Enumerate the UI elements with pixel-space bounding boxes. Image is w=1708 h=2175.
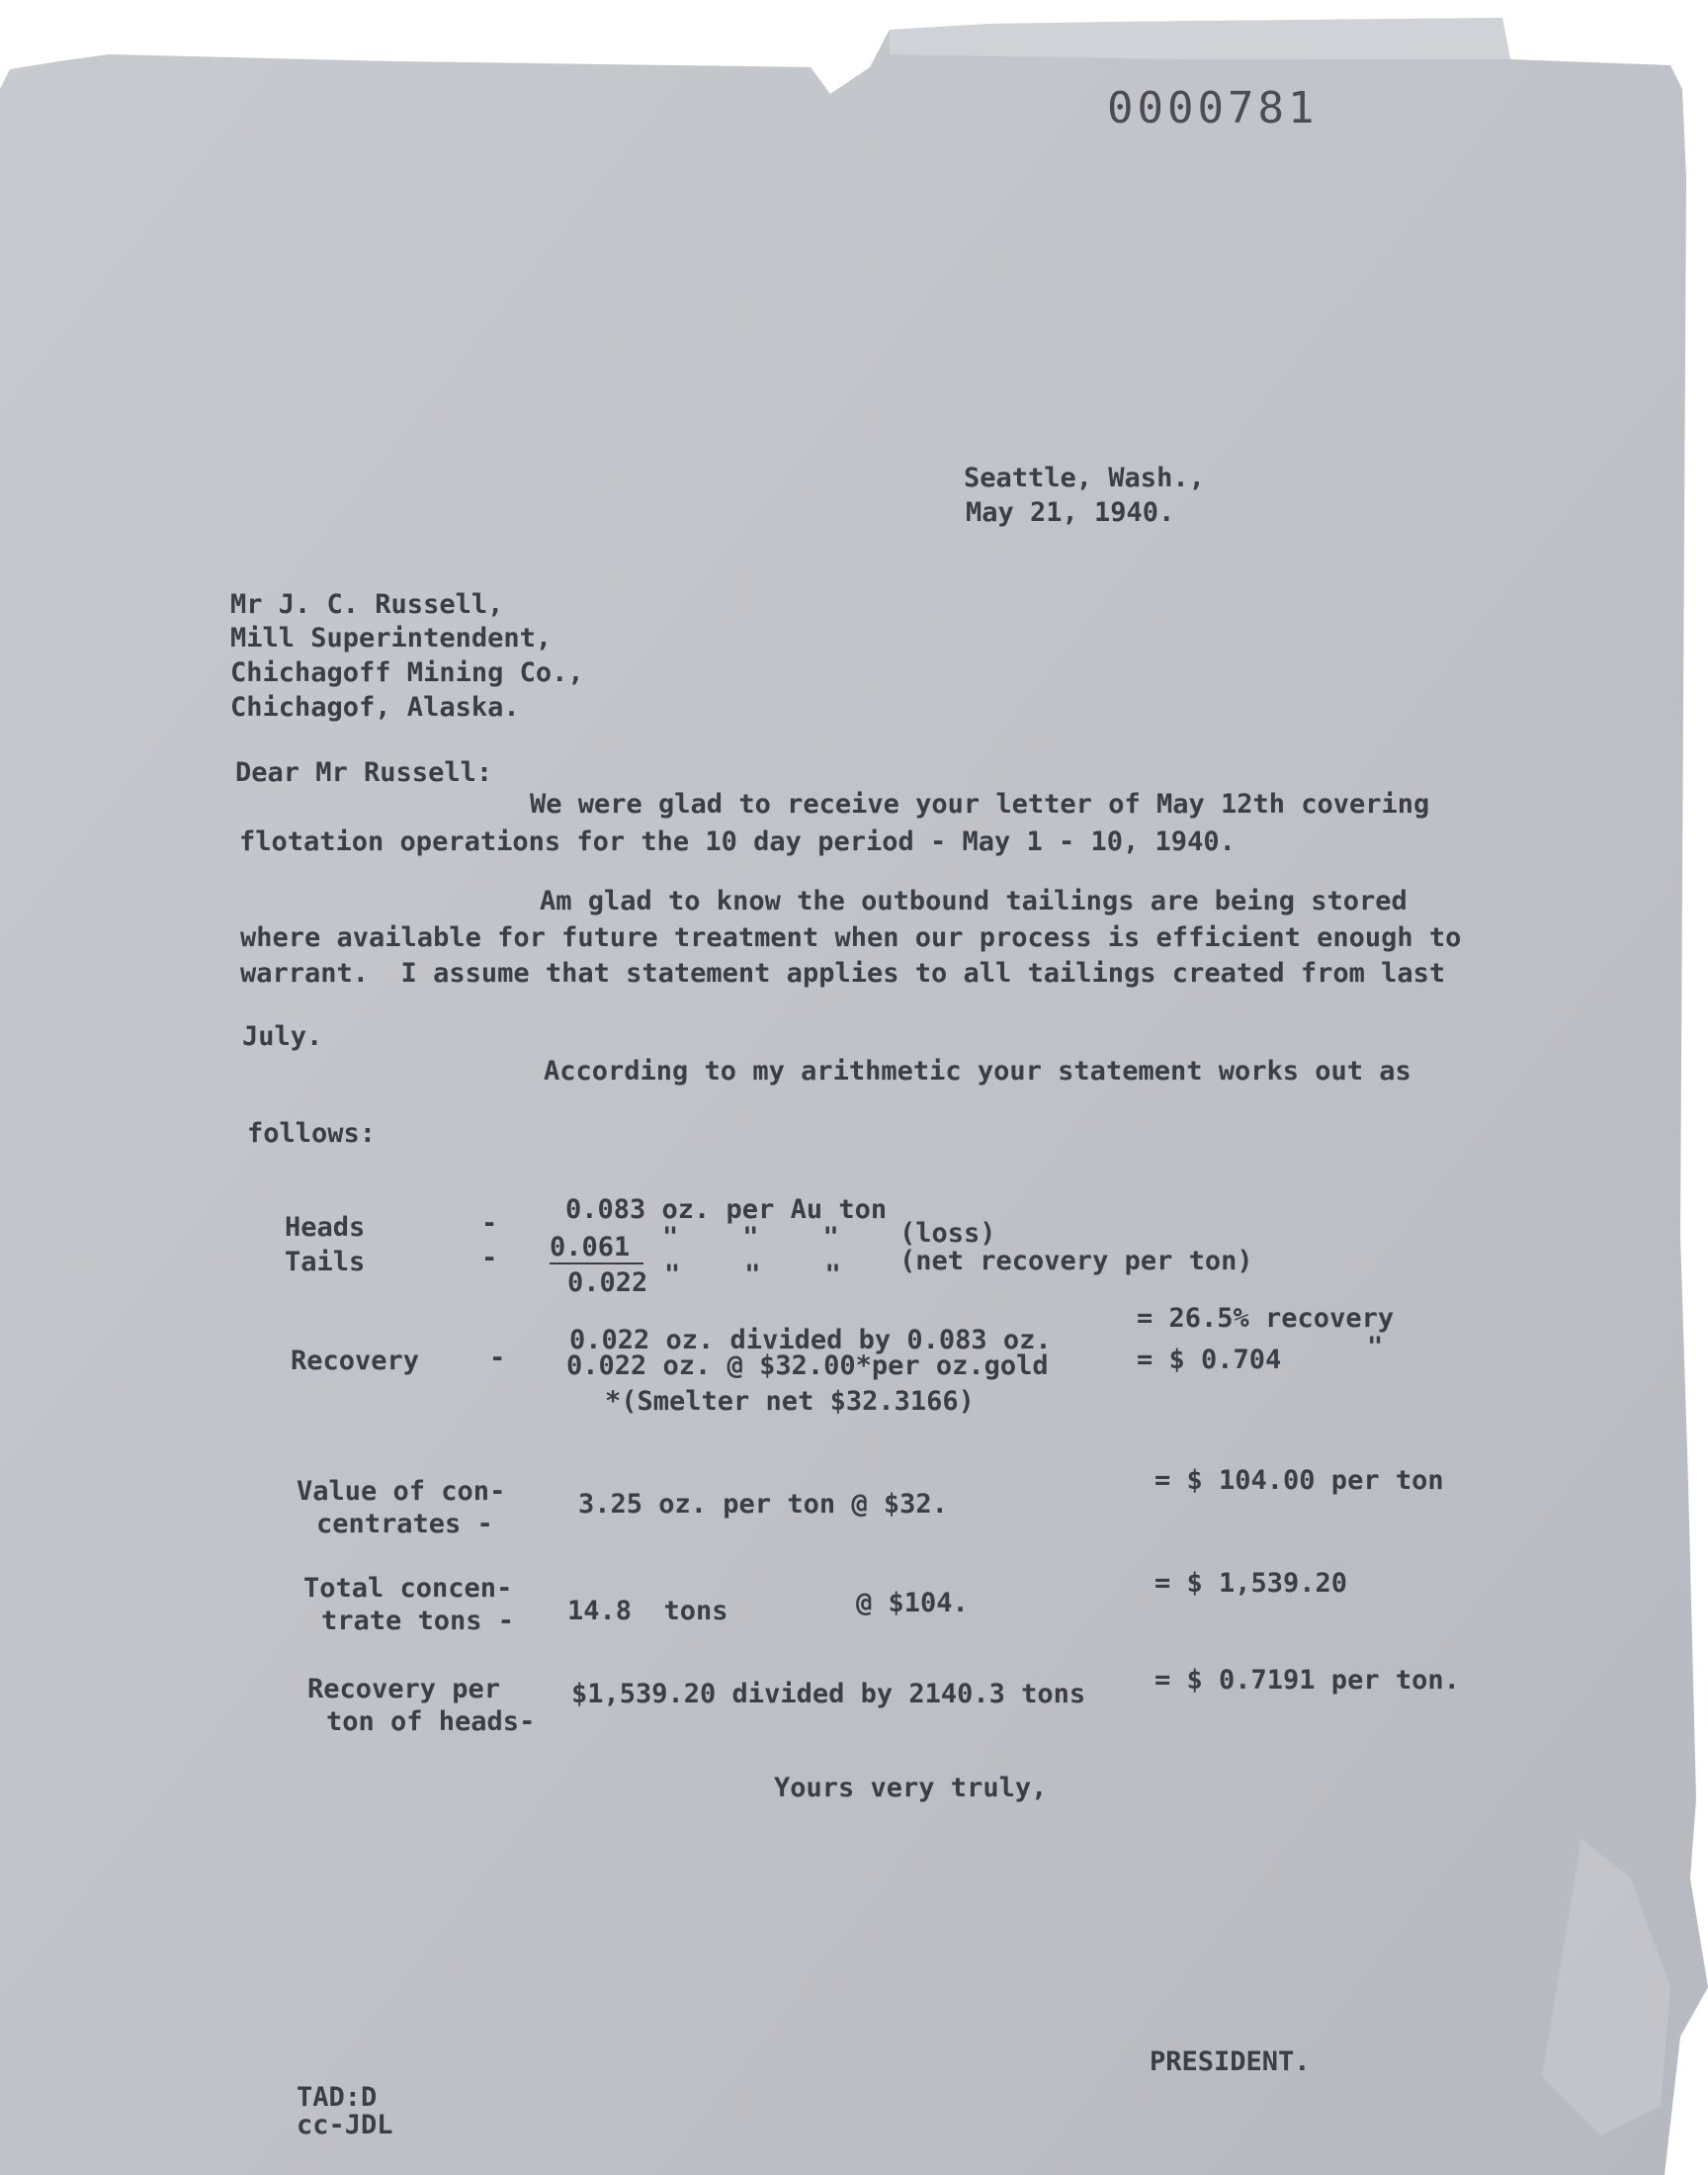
paragraph1-line1: We were glad to receive your letter of May 12th covering bbox=[530, 789, 1430, 820]
salutation: Dear Mr Russell: bbox=[235, 757, 493, 788]
paragraph2-line1: Am glad to know the outbound tailings are being stored bbox=[540, 886, 1408, 916]
recovery-line1: 0.022 oz. divided by 0.083 oz. bbox=[569, 1325, 1052, 1355]
document-number-stamp: 0000781 bbox=[1107, 83, 1319, 133]
signature-title: PRESIDENT. bbox=[1150, 2046, 1311, 2077]
tails-ditto: " " " bbox=[662, 1222, 839, 1253]
total-rate: @ $104. bbox=[856, 1588, 969, 1618]
tails-value: 0.061 bbox=[550, 1234, 643, 1264]
recovery-smelter-note: *(Smelter net $32.3166) bbox=[605, 1386, 975, 1417]
paragraph2-line4: July. bbox=[242, 1021, 323, 1052]
rph-result: = $ 0.7191 per ton. bbox=[1154, 1665, 1460, 1696]
net-ditto: " " " bbox=[664, 1260, 841, 1290]
value-label-line1: Value of con- bbox=[297, 1476, 506, 1507]
closing: Yours very truly, bbox=[774, 1773, 1048, 1803]
initials: TAD:D bbox=[297, 2082, 378, 2113]
value-line: 3.25 oz. per ton @ $32. bbox=[578, 1489, 948, 1520]
value-label-line2: centrates - bbox=[316, 1509, 493, 1539]
total-result: = $ 1,539.20 bbox=[1154, 1568, 1348, 1599]
tails-note: (loss) bbox=[899, 1218, 996, 1249]
recipient-title: Mill Superintendent, bbox=[230, 623, 553, 653]
recovery-result2: = $ 0.704 bbox=[1137, 1345, 1282, 1375]
paragraph3-line1: According to my arithmetic your statement works out as bbox=[544, 1056, 1411, 1087]
cc-line: cc-JDL bbox=[297, 2110, 393, 2140]
paragraph2-line3: warrant. I assume that statement applies to all tailings created from last bbox=[240, 958, 1446, 989]
paragraph3-line2: follows: bbox=[247, 1118, 377, 1149]
value-result: = $ 104.00 per ton bbox=[1154, 1465, 1444, 1496]
rph-label-line2: ton of heads- bbox=[326, 1706, 536, 1737]
recovery-label: Recovery bbox=[291, 1346, 420, 1376]
total-label-line1: Total concen- bbox=[303, 1573, 513, 1604]
recipient-location: Chichagof, Alaska. bbox=[230, 692, 520, 723]
heads-dash: - bbox=[481, 1208, 498, 1239]
recovery-result1: = 26.5% recovery bbox=[1137, 1303, 1395, 1334]
letter-date: May 21, 1940. bbox=[966, 497, 1175, 528]
recipient-company: Chichagoff Mining Co., bbox=[230, 657, 584, 688]
paragraph1-line2: flotation operations for the 10 day period - May 1 - 10, 1940. bbox=[239, 826, 1236, 857]
heads-value: 0.083 oz. per Au ton bbox=[565, 1194, 888, 1225]
net-value: 0.022 bbox=[567, 1267, 648, 1298]
heads-label: Heads bbox=[285, 1212, 366, 1243]
recovery-dash: - bbox=[489, 1343, 506, 1373]
total-tons: 14.8 tons bbox=[567, 1596, 728, 1626]
tails-label: Tails bbox=[285, 1247, 366, 1277]
recipient-name: Mr J. C. Russell, bbox=[230, 589, 504, 620]
rph-line: $1,539.20 divided by 2140.3 tons bbox=[571, 1679, 1086, 1709]
recovery-line2: 0.022 oz. @ $32.00*per oz.gold bbox=[566, 1350, 1049, 1381]
rph-label-line1: Recovery per bbox=[307, 1674, 501, 1704]
net-note: (net recovery per ton) bbox=[899, 1246, 1253, 1276]
paragraph2-line2: where available for future treatment when our process is efficient enough to bbox=[240, 922, 1462, 953]
tails-dash: - bbox=[481, 1243, 498, 1273]
total-label-line2: trate tons - bbox=[321, 1606, 515, 1636]
recovery-ditto: " bbox=[1367, 1332, 1384, 1362]
letter-place: Seattle, Wash., bbox=[964, 463, 1205, 493]
